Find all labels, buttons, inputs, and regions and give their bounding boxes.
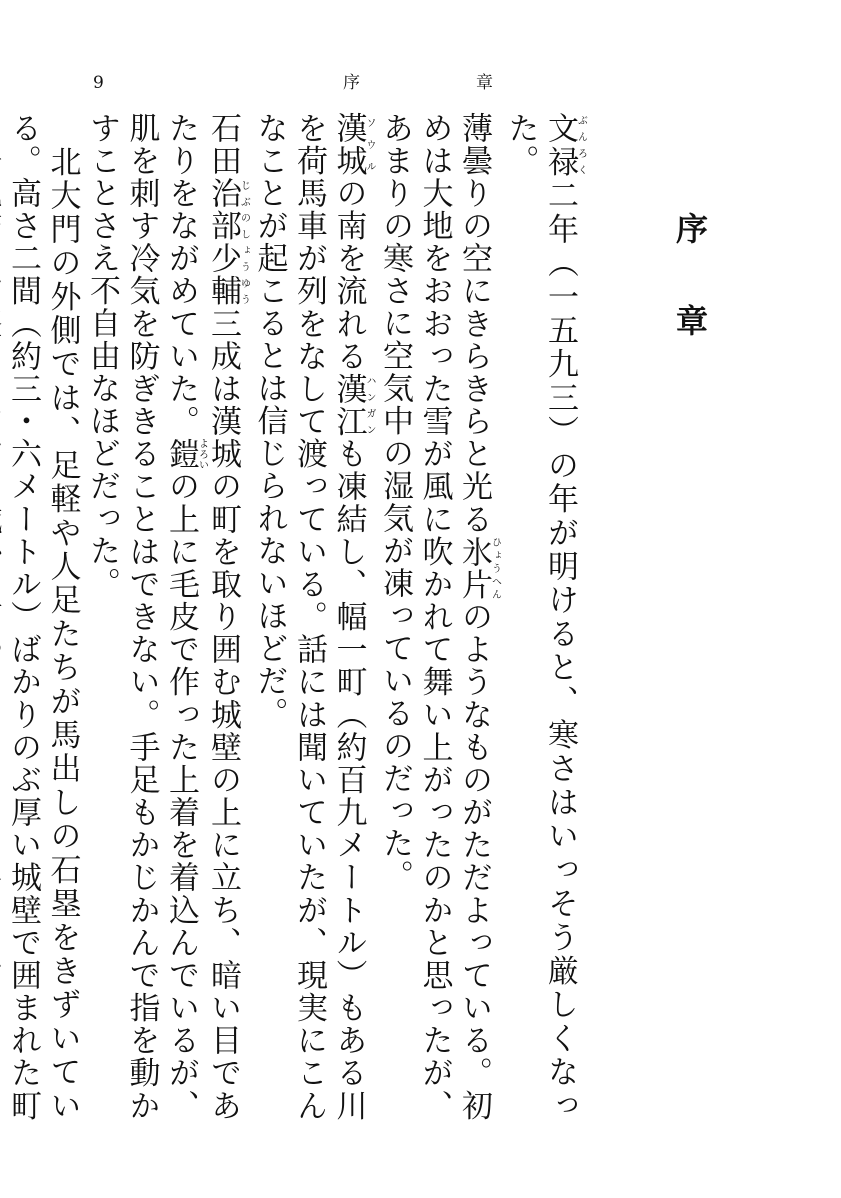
ruby-base: 治部少輔 bbox=[205, 177, 241, 308]
ruby-base: 鎧 bbox=[163, 437, 199, 471]
paragraph-text: 二年（一五九三）の年が明けると、寒さはいっそう厳しくなった。 bbox=[502, 112, 578, 1123]
page-number: 9 bbox=[93, 73, 104, 93]
ruby-bunroku bbox=[542, 112, 587, 180]
ruby-base: 文禄 bbox=[542, 112, 578, 180]
paragraph-text: のようなものがただよっている。初めは大地をおおった雪が風に吹かれて舞い上がったのかと思ったが、あまりの寒さに空気中の湿気が凍っているのだった。 bbox=[377, 112, 492, 1123]
ruby-reading: じぶのしょうゆう bbox=[238, 177, 250, 308]
running-header-title-part1: 序 bbox=[343, 73, 360, 93]
paragraph-4 bbox=[82, 112, 250, 1122]
paragraph-text: 薄曇りの空にきらきらと光る bbox=[456, 112, 492, 536]
ruby-reading: ハンガン bbox=[364, 372, 375, 438]
paragraph-1 bbox=[500, 112, 586, 1122]
paragraph-5 bbox=[0, 112, 82, 1122]
ruby-yoroi bbox=[163, 437, 208, 471]
paragraph-text: の南を流れる bbox=[330, 177, 367, 373]
paragraph-text: も凍結し、幅一町（約百九メートル）もある川を荷馬車が列をなして渡っている。話には聞いていたが、現実にこんなことが起こるとは信じられないほどだ。 bbox=[251, 112, 367, 1123]
body-text bbox=[5, 112, 587, 1123]
ruby-hangang bbox=[330, 372, 375, 438]
ruby-reading: よろい bbox=[196, 437, 208, 471]
ruby-reading: ひょうへん bbox=[489, 535, 501, 601]
running-header-title-part2: 章 bbox=[476, 73, 493, 93]
ruby-hyouhen bbox=[456, 535, 501, 601]
paragraph-2 bbox=[375, 112, 501, 1122]
chapter-title: 序 章 bbox=[671, 212, 709, 350]
ruby-seoul bbox=[330, 112, 375, 178]
paragraph-3 bbox=[249, 112, 375, 1122]
ruby-base: 漢江 bbox=[330, 372, 367, 438]
paragraph-text: の上に毛皮で作った上着を着込んでいるが、肌を刺す冷気を防ぎきることはできない。手足もかじかんで指を動かすことさえ不自由なほどだった。 bbox=[84, 112, 199, 1123]
ruby-reading: ソウル bbox=[364, 112, 375, 178]
paragraph-text: 北大門の外側では、足軽や人足たちが馬出しの石塁をきずいている。高さ二間（約三・六メートル）ばかりのぶ厚い城壁で囲まれた町 bbox=[5, 112, 81, 1123]
ruby-jibunoshouyuu bbox=[205, 177, 250, 308]
ruby-base: 漢城 bbox=[330, 112, 367, 178]
paragraph-text: 三成は漢城の町を取り囲む城壁の上に立ち、暗い目であたりをながめていた。 bbox=[163, 112, 241, 1123]
paragraph-text: 石田 bbox=[205, 112, 241, 178]
ruby-reading: ぶんろく bbox=[575, 112, 587, 179]
ruby-base: 氷片 bbox=[456, 535, 492, 601]
